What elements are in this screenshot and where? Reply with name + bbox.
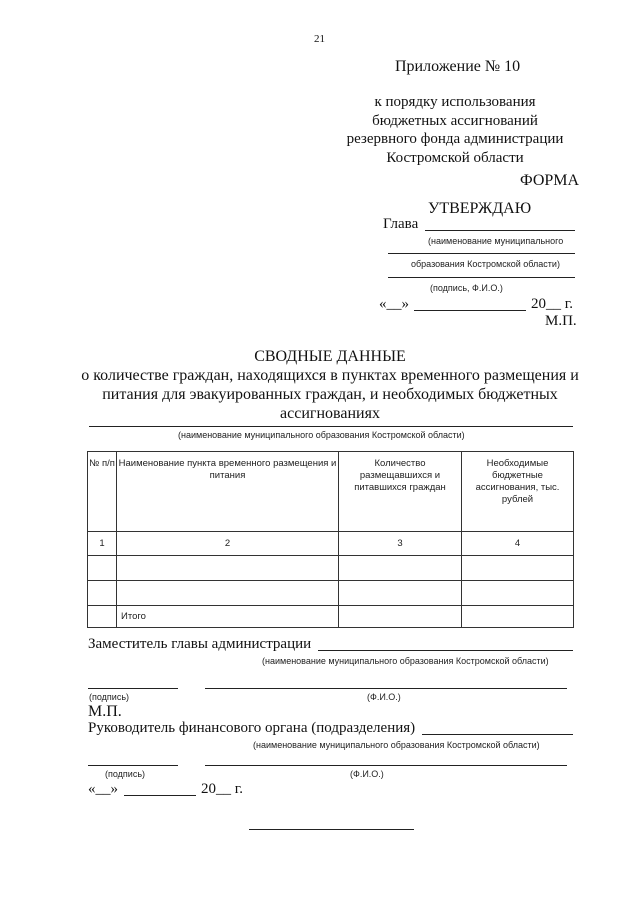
appendix-line: к порядку использования	[374, 94, 536, 110]
finance-signature-line	[88, 765, 178, 766]
finance-date-day: «__»	[88, 781, 118, 797]
finance-municipality-line	[422, 734, 573, 735]
deputy-municipality-caption: (наименование муниципального образования Костромской области)	[262, 656, 549, 666]
table-cell[interactable]	[462, 556, 574, 581]
deputy-seal: М.П.	[88, 703, 122, 720]
total-label: Итого	[117, 606, 339, 628]
form-label: ФОРМА	[520, 172, 580, 189]
deputy-signature-line	[88, 688, 178, 689]
finance-date-year: 20__ г.	[201, 781, 243, 797]
table-column-numbers-row	[88, 532, 574, 556]
finance-label: Руководитель финансового органа (подразделения)	[88, 720, 416, 736]
head-caption-2: образования Костромской области)	[411, 259, 560, 269]
table-cell[interactable]	[339, 606, 462, 628]
table-header-row	[88, 452, 574, 532]
signature-caption: (подпись, Ф.И.О.)	[430, 283, 503, 293]
head-label: Глава	[383, 216, 419, 232]
deputy-label: Заместитель главы администрации	[88, 636, 312, 652]
appendix-title: Приложение № 10	[395, 58, 521, 75]
municipality-name-caption: (наименование муниципального образования Костромской области)	[178, 430, 465, 440]
table-cell[interactable]	[117, 581, 339, 606]
deputy-municipality-line	[318, 650, 573, 651]
municipality-name-line	[89, 426, 573, 427]
appendix-line: бюджетных ассигнований	[372, 112, 538, 129]
summary-title-block	[80, 347, 580, 423]
deputy-fio-caption: (Ф.И.О.)	[367, 692, 401, 702]
table-row	[88, 556, 574, 581]
summary-subtitle-line: о количестве граждан, находящихся в пунктах временного размещения и	[81, 367, 579, 384]
table-cell[interactable]	[88, 556, 117, 581]
summary-subtitle-line: ассигнованиях	[280, 405, 380, 422]
appendix-line: Костромской области	[386, 149, 524, 166]
column-number: 2	[117, 532, 339, 556]
signature-line	[388, 277, 575, 278]
finance-municipality-caption: (наименование муниципального образования Костромской области)	[253, 740, 540, 750]
table-total-row	[88, 606, 574, 628]
table-cell[interactable]	[117, 556, 339, 581]
approve-title: УТВЕРЖДАЮ	[428, 200, 532, 217]
table-cell[interactable]	[462, 581, 574, 606]
head-name-line	[425, 230, 575, 231]
column-number: 1	[88, 532, 117, 556]
table-cell[interactable]	[339, 556, 462, 581]
head-caption-1: (наименование муниципального	[428, 236, 564, 246]
header-point-name: Наименование пункта временного размещения и питания	[117, 452, 339, 532]
table-row	[88, 581, 574, 606]
municipality-line	[388, 253, 575, 254]
approve-date-year: 20__ г.	[531, 296, 573, 312]
deputy-signature-caption: (подпись)	[89, 692, 130, 702]
table-cell[interactable]	[462, 606, 574, 628]
header-budget: Необходимые бюджетные ассигнования, тыс. рублей	[462, 452, 574, 532]
finance-signature-caption: (подпись)	[105, 769, 146, 779]
summary-title: СВОДНЫЕ ДАННЫЕ	[254, 348, 406, 365]
appendix-reference	[330, 93, 580, 167]
column-number: 4	[462, 532, 574, 556]
column-number: 3	[339, 532, 462, 556]
header-number: № п/п	[88, 452, 117, 532]
table-cell[interactable]	[88, 606, 117, 628]
page-number: 21	[314, 33, 325, 45]
table-cell[interactable]	[339, 581, 462, 606]
summary-table	[87, 451, 574, 628]
approve-seal: М.П.	[545, 313, 577, 329]
closing-line	[249, 829, 414, 830]
finance-fio-line	[205, 765, 567, 766]
table-cell[interactable]	[88, 581, 117, 606]
summary-subtitle-line: питания для эвакуированных граждан, и необходимых бюджетных	[102, 386, 558, 403]
finance-date-month-line	[124, 795, 196, 796]
deputy-fio-line	[205, 688, 567, 689]
approve-date-month-line	[414, 310, 526, 311]
header-citizens-count: Количество размещавшихся и питавшихся граждан	[339, 452, 462, 532]
appendix-line: резервного фонда администрации	[346, 131, 564, 147]
approve-date-day: «__»	[379, 296, 409, 312]
finance-fio-caption: (Ф.И.О.)	[350, 769, 384, 779]
